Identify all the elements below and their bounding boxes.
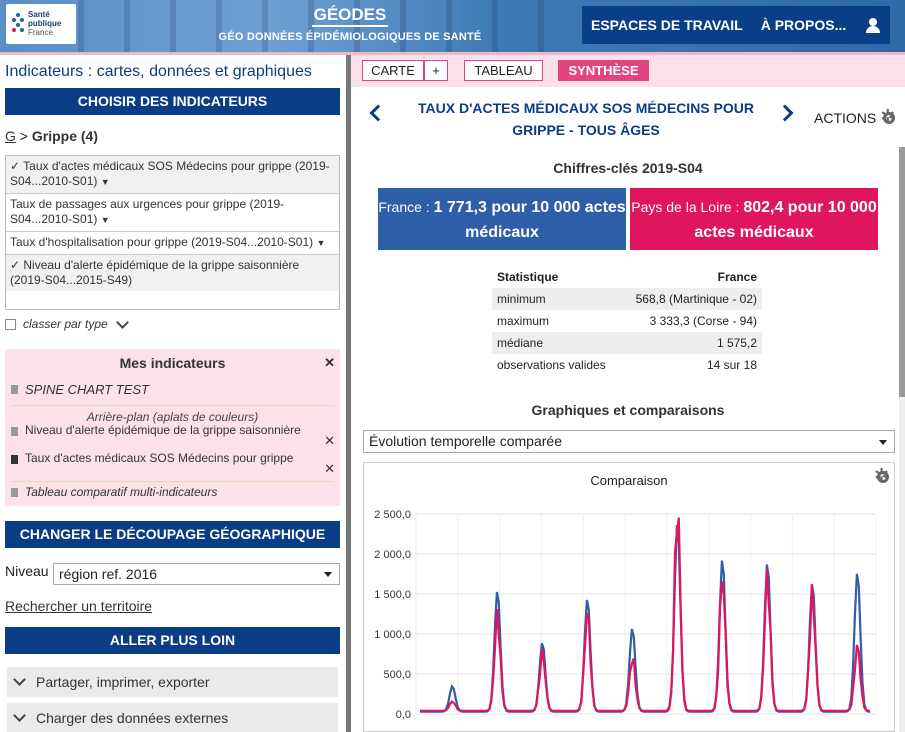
logo-line-1: Santé [28,10,50,19]
table-row [492,310,762,332]
indicator-label: Taux de passages aux urgences pour grippe (2019-S04...2010-S01) [10,197,285,226]
divider [11,481,334,482]
spine-chart-item[interactable] [11,382,149,397]
active-indicator-label: Taux d'actes médicaux SOS Médecins pour grippe [25,451,294,465]
background-indicator-label: Niveau d'alerte épidémique de la grippe saisonnière [25,423,301,437]
sort-by-type-label: classer par type [23,317,108,331]
stat-value: 14 sur 18 [706,358,757,372]
accordion-share-label: Partager, imprimer, exporter [36,674,210,690]
remove-icon[interactable]: ✕ [324,461,335,476]
document-icon [11,455,18,464]
table-header-statistic: Statistique [497,270,559,284]
breadcrumb-root-link[interactable]: G [5,128,16,144]
y-tick-label: 1 000,0 [374,629,411,641]
document-icon [11,427,18,436]
actions-menu[interactable] [814,110,897,126]
top-navigation [582,6,890,44]
panel-title: Indicateurs : cartes, données et graphiques [5,63,312,80]
scrollbar-thumb[interactable] [899,147,905,397]
tab-carte[interactable]: CARTE [362,60,424,81]
y-tick-label: 0,0 [395,709,411,721]
breadcrumb-separator: > [15,128,32,144]
nav-workspaces[interactable]: ESPACES DE TRAVAIL [591,17,743,33]
chevron-down-icon [13,673,26,686]
sante-publique-france-logo[interactable] [6,4,76,44]
chevron-down-icon[interactable] [116,316,129,329]
chart-title: Comparaison [590,473,668,488]
chevron-left-icon[interactable] [370,105,387,122]
my-indicators-header: Mes indicateurs [119,355,226,371]
scrollbar[interactable] [899,147,905,732]
indicator-item[interactable] [6,232,339,255]
view-tabs [351,55,905,87]
active-indicator-item[interactable] [11,452,316,464]
indicator-item[interactable] [6,194,339,232]
graph-type-select[interactable]: Évolution temporelle comparée [363,430,895,453]
indicator-item[interactable] [6,255,339,291]
sort-by-type [5,317,127,331]
comparison-table-item[interactable] [11,485,217,499]
user-icon[interactable] [866,18,880,32]
kpi-france-value: 1 771,3 pour 10 000 actes médicaux [433,199,626,241]
chevron-down-icon[interactable]: ▼ [316,238,326,248]
accordion-load-data-label: Charger des données externes [36,710,229,726]
y-tick-label: 500,0 [383,669,411,681]
breadcrumb-current: Grippe (4) [31,128,98,144]
indicator-label: Taux d'hospitalisation pour grippe (2019-S04...2010-S01) [10,235,314,249]
stat-label: médiane [492,332,620,354]
my-indicators-panel [5,349,340,506]
indicator-label: ✓ Niveau d'alerte épidémique de la grippe saisonnière (2019-S04...2015-S49) [10,258,300,287]
kpi-region [630,188,878,250]
comparison-chart [363,462,895,732]
y-tick-label: 2 000,0 [374,549,411,561]
indicator-panel [0,55,346,732]
stat-value: 1 575,2 [620,332,762,354]
comparison-table-label: Tableau comparatif multi-indicateurs [25,485,218,499]
app-name: GÉODES [312,5,389,27]
chevron-down-icon [13,709,26,722]
kpi-region-label: Pays de la Loire : [631,199,744,215]
app-subtitle: GÉO DONNÉES ÉPIDÉMIOLOGIQUES DE SANTÉ [218,31,482,43]
background-indicator-item[interactable] [11,424,316,436]
graphs-title: Graphiques et comparaisons [531,402,725,418]
breadcrumb [5,128,98,144]
table-row [492,354,762,376]
stats-table [492,266,762,376]
sort-by-type-checkbox[interactable] [5,319,16,330]
indicator-label: ✓ Taux d'actes médicaux SOS Médecins pour grippe (2019-S04...2010-S01) [10,159,330,188]
main-panel [351,55,905,732]
document-icon [11,488,18,497]
y-tick-label: 2 500,0 [374,509,411,521]
table-row [492,332,762,354]
logo-line-2: publique [28,19,62,28]
accordion-load-data[interactable] [7,703,338,732]
level-label: Niveau [5,563,49,579]
background-layer-label: Arrière-plan (aplats de couleurs) [86,410,259,424]
chevron-down-icon[interactable]: ▼ [100,215,110,225]
app-brand[interactable] [150,5,550,43]
stat-value: 568,8 (Martinique - 02) [620,288,762,310]
close-icon[interactable]: ✕ [324,355,335,370]
kpi-france [378,188,626,250]
indicator-list [5,155,340,310]
y-tick-label: 1 500,0 [374,589,411,601]
logo-line-3: France [28,28,53,37]
tab-tableau[interactable]: TABLEAU [464,60,543,81]
stat-value: 3 333,3 (Corse - 94) [649,314,757,328]
gear-icon [881,110,897,126]
indicator-title: TAUX D'ACTES MÉDICAUX SOS MÉDECINS POUR GRIPPE - TOUS ÂGES [418,100,754,138]
tab-add[interactable]: + [424,60,448,81]
level-select[interactable]: région ref. 2016 [53,563,340,585]
kpi-france-label: France : [378,199,434,215]
table-header-france: France [717,270,757,284]
stat-label: observations valides [497,358,606,372]
document-icon [11,385,18,394]
series-line-0 [420,525,870,711]
stat-label: minimum [492,288,620,310]
table-header-row [492,266,762,288]
accordion-share[interactable] [7,667,338,697]
indicator-item[interactable] [6,156,339,194]
logo-dots-icon [12,13,26,35]
actions-label: ACTIONS [814,110,877,126]
search-territory-link[interactable]: Rechercher un territoire [5,598,153,614]
spine-chart-label: SPINE CHART TEST [25,382,150,397]
series-line-1 [420,518,870,711]
nav-about[interactable]: À PROPOS... [760,17,847,33]
line-chart [364,463,894,732]
divider [11,405,334,406]
table-row [492,288,762,310]
key-figures-title: Chiffres-clés 2019-S04 [553,160,703,176]
kpi-region-value: 802,4 pour 10 000 actes médicaux [694,199,877,241]
tab-synthese[interactable]: SYNTHÈSE [558,60,649,81]
app-header [0,0,905,52]
stat-label: maximum [497,314,550,328]
choose-indicators-button[interactable]: CHOISIR DES INDICATEURS [5,88,340,115]
change-geography-button[interactable]: CHANGER LE DÉCOUPAGE GÉOGRAPHIQUE [5,521,340,548]
remove-icon[interactable]: ✕ [324,433,335,448]
chevron-down-icon[interactable]: ▼ [100,177,110,187]
go-further-button[interactable]: ALLER PLUS LOIN [5,627,340,654]
